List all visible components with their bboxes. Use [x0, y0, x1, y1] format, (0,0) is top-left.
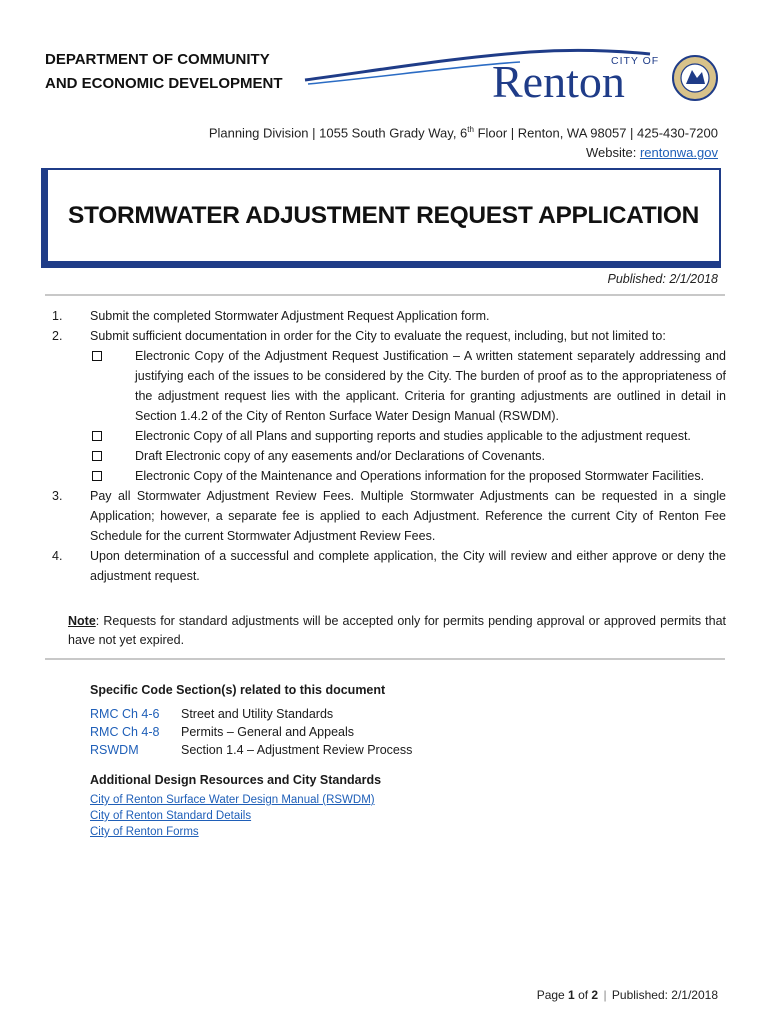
- step-number: 3.: [52, 489, 63, 503]
- page-title: STORMWATER ADJUSTMENT REQUEST APPLICATION: [67, 201, 700, 229]
- code-description: Permits – General and Appeals: [181, 725, 355, 739]
- list-item: [52, 486, 726, 546]
- footer-published: Published: 2/1/2018: [608, 988, 718, 1002]
- checkbox-icon[interactable]: [92, 431, 102, 441]
- resource-link-rswdm[interactable]: City of Renton Surface Water Design Manual (RSWDM): [90, 794, 375, 806]
- code-link[interactable]: RSWDM: [90, 743, 139, 757]
- note-paragraph: [68, 612, 726, 650]
- step-number: 1.: [52, 309, 63, 323]
- footer-separator: |: [603, 988, 607, 1002]
- checklist-item: [90, 346, 726, 426]
- code-link[interactable]: RMC Ch 4-6: [90, 707, 160, 721]
- city-seal-icon: [673, 56, 717, 100]
- checklist-item: [90, 426, 726, 446]
- checklist-item: [90, 466, 726, 486]
- website-line: [209, 143, 718, 163]
- footer-of-word: of: [574, 988, 592, 1002]
- page-footer: [537, 988, 718, 1002]
- step-text: Submit sufficient documentation in order for the City to evaluate the request, including, but not limited to:: [90, 329, 666, 343]
- code-link[interactable]: RMC Ch 4-8: [90, 725, 160, 739]
- code-description: Section 1.4 – Adjustment Review Process: [181, 743, 413, 757]
- address-pre: Planning Division | 1055 South Grady Way, 6: [208, 125, 468, 141]
- code-row: [90, 705, 412, 723]
- note-colon: :: [95, 614, 100, 628]
- footer-page-word: Page: [536, 988, 569, 1002]
- step-text: Upon determination of a successful and complete application, the City will review and either approve or deny the adjustment request.: [90, 549, 726, 583]
- list-item: [52, 546, 726, 586]
- website-link[interactable]: rentonwa.gov: [639, 145, 718, 161]
- city-logo: [300, 40, 730, 110]
- divider-top: [45, 294, 725, 296]
- checklist-text: Draft Electronic copy of any easements and/or Declarations of Covenants.: [135, 449, 545, 463]
- code-sections: [90, 681, 412, 759]
- checkbox-icon[interactable]: [92, 351, 102, 361]
- checkbox-icon[interactable]: [92, 451, 102, 461]
- resource-link-standard-details[interactable]: City of Renton Standard Details: [90, 810, 252, 822]
- address-line: [209, 120, 718, 143]
- instruction-list: [52, 306, 726, 586]
- list-item: [52, 326, 726, 346]
- list-item: [52, 306, 726, 326]
- resources-heading: Additional Design Resources and City Standards: [90, 773, 382, 787]
- note-text: Requests for standard adjustments will be accepted only for permits pending approval or approved permits that have not yet expired.: [68, 614, 726, 647]
- step-text: Pay all Stormwater Adjustment Review Fees. Multiple Stormwater Adjustments can be requested in a single Application; however, a separate fee is applied to each Adjustment. Reference the current City of Renton Fee Schedule for the current Stormwater Adjustment Review Fees.: [90, 489, 726, 543]
- footer-page-number: 1: [568, 988, 575, 1002]
- resource-link-forms[interactable]: City of Renton Forms: [90, 826, 199, 838]
- step-number: 4.: [52, 549, 63, 563]
- checklist-item: [90, 446, 726, 466]
- note-label: Note: [68, 614, 96, 628]
- divider-middle: [45, 658, 725, 660]
- address-sup: th: [467, 125, 474, 134]
- code-sections-heading: Specific Code Section(s) related to this document: [90, 683, 386, 697]
- published-date: Published: 2/1/2018: [607, 272, 718, 286]
- step-text: Submit the completed Stormwater Adjustment Request Application form.: [90, 309, 490, 323]
- title-box: [41, 168, 721, 268]
- department-title: [45, 48, 283, 96]
- department-line-2: AND ECONOMIC DEVELOPMENT: [45, 75, 283, 92]
- logo-city-of-text: CITY OF: [611, 55, 660, 67]
- step-number: 2.: [52, 329, 63, 343]
- checklist-text: Electronic Copy of all Plans and supporting reports and studies applicable to the adjustment request.: [135, 429, 691, 443]
- design-resources: [90, 772, 381, 840]
- logo-name-text: Renton: [492, 56, 625, 107]
- checklist-text: Electronic Copy of the Adjustment Request Justification – A written statement separately addressing and justifying each of the issues to be considered by the City. The burden of proof as to the appropriateness of the adjustment request lies with the applicant. Criteria for granting adjustments are outlined in detail in Section 1.4.2 of the City of Renton Surface Water Design Manual (RSWDM).: [135, 349, 726, 423]
- contact-info: [209, 120, 718, 163]
- footer-page-total: 2: [591, 988, 599, 1002]
- code-description: Street and Utility Standards: [181, 707, 334, 721]
- website-label: Website:: [585, 145, 640, 161]
- checkbox-icon[interactable]: [92, 471, 102, 481]
- department-line-1: DEPARTMENT OF COMMUNITY: [45, 51, 270, 68]
- code-row: [90, 741, 412, 759]
- address-post: Floor | Renton, WA 98057 | 425-430-7200: [473, 125, 718, 141]
- checklist-text: Electronic Copy of the Maintenance and Operations information for the proposed Stormwater Facilities.: [135, 469, 705, 483]
- code-row: [90, 723, 412, 741]
